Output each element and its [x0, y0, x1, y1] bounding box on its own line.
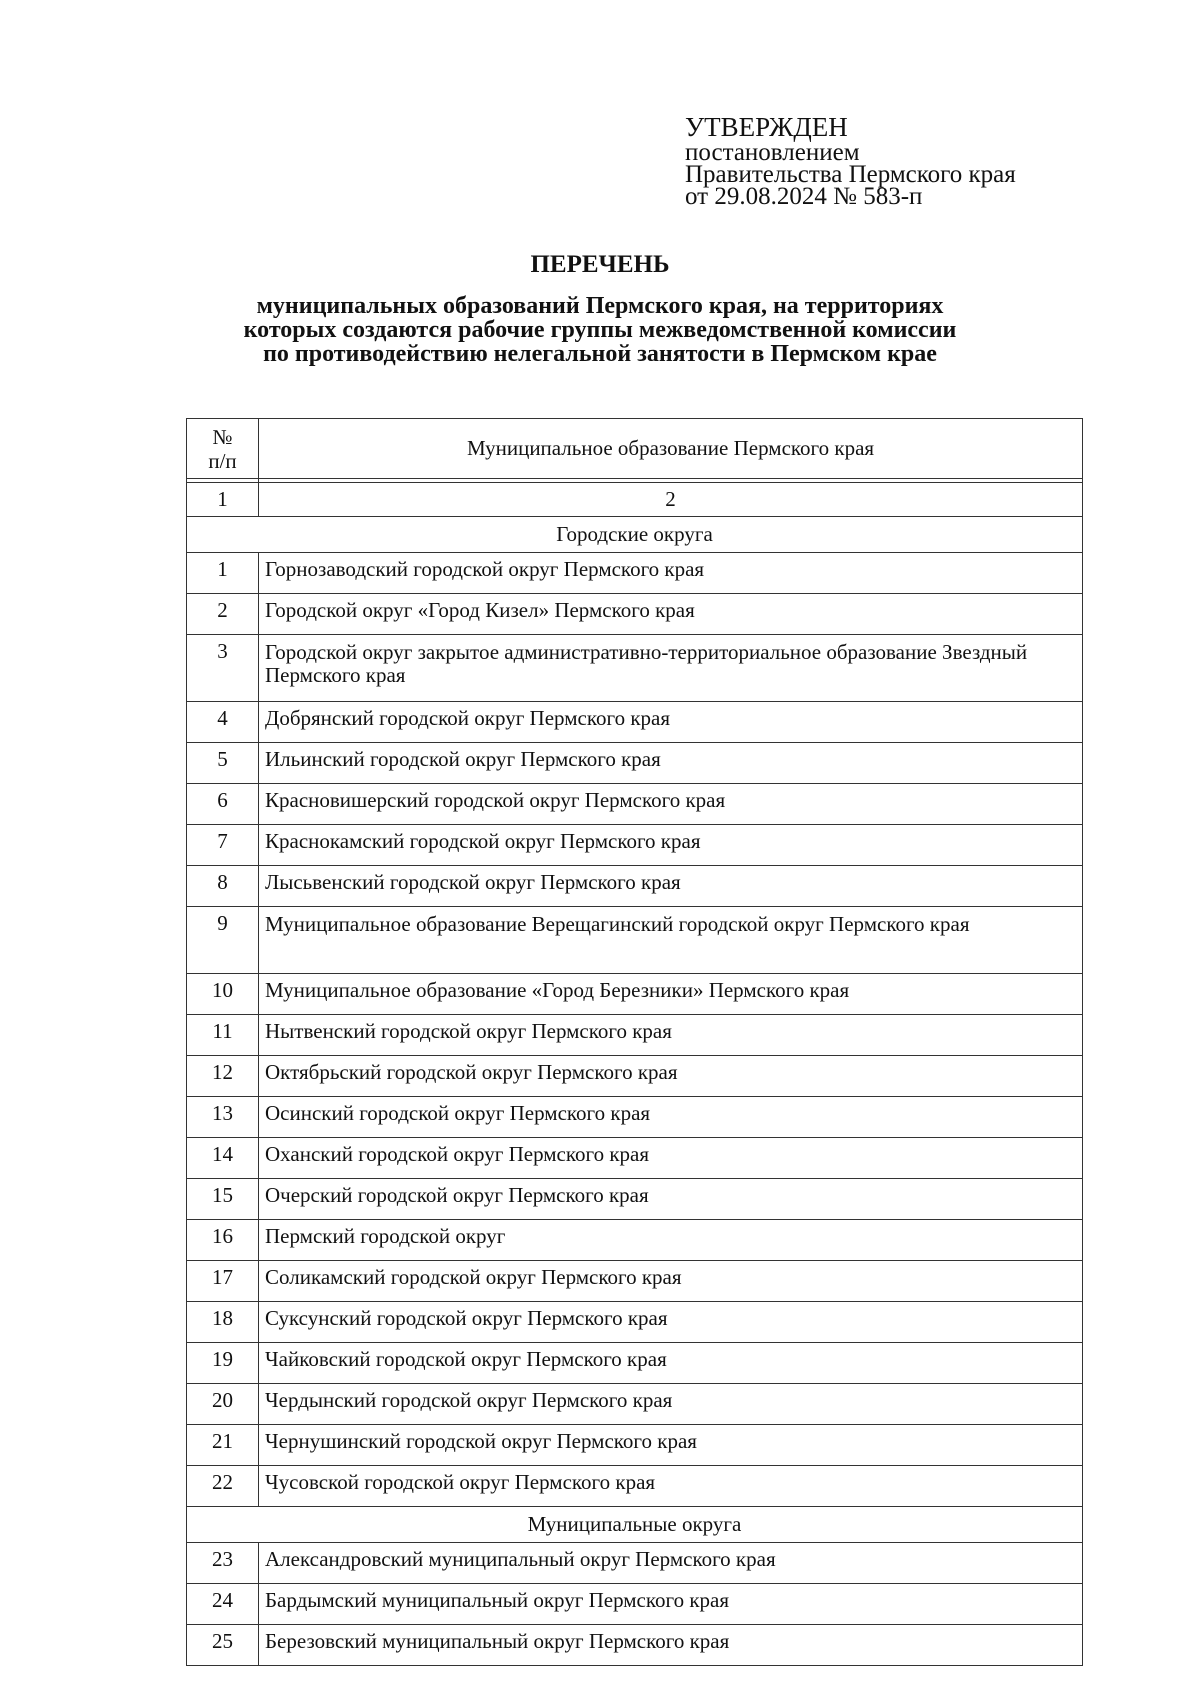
header-name-cell: Муниципальное образование Пермского края [259, 419, 1083, 479]
row-number: 13 [187, 1097, 259, 1138]
approval-line-resolution: постановлением [685, 139, 860, 166]
table-row [187, 1584, 1083, 1625]
table-row [187, 743, 1083, 784]
row-number: 11 [187, 1015, 259, 1056]
row-number: 8 [187, 866, 259, 907]
row-municipality-name: Муниципальное образование Верещагинский городской округ Пермского края [259, 907, 1083, 974]
row-municipality-name: Александровский муниципальный округ Пермского края [259, 1543, 1083, 1584]
table-row [187, 702, 1083, 743]
approval-line-date-number: от 29.08.2024 № 583-п [685, 183, 923, 210]
column-index-1: 1 [187, 483, 259, 517]
row-municipality-name: Чердынский городской округ Пермского края [259, 1384, 1083, 1425]
table-row [187, 784, 1083, 825]
table-row [187, 1179, 1083, 1220]
approval-title: УТВЕРЖДЕН [685, 112, 848, 142]
row-number: 20 [187, 1384, 259, 1425]
row-municipality-name: Красновишерский городской округ Пермского края [259, 784, 1083, 825]
table-row [187, 1384, 1083, 1425]
table-row [187, 907, 1083, 974]
table-header-row [187, 419, 1083, 479]
municipalities-table [186, 418, 1083, 1666]
table-row [187, 974, 1083, 1015]
row-number: 9 [187, 907, 259, 974]
row-number: 12 [187, 1056, 259, 1097]
table-row [187, 1425, 1083, 1466]
section-title-municipal: Муниципальные округа [187, 1507, 1083, 1543]
column-index-row [187, 483, 1083, 517]
header-number-cell [187, 419, 259, 479]
document-heading [0, 250, 1200, 366]
row-municipality-name: Нытвенский городской округ Пермского края [259, 1015, 1083, 1056]
row-municipality-name: Пермский городской округ [259, 1220, 1083, 1261]
row-number: 3 [187, 635, 259, 702]
row-municipality-name: Чернушинский городской округ Пермского края [259, 1425, 1083, 1466]
section-row-municipal [187, 1507, 1083, 1543]
row-number: 7 [187, 825, 259, 866]
row-number: 17 [187, 1261, 259, 1302]
table-row [187, 1220, 1083, 1261]
row-number: 4 [187, 702, 259, 743]
approval-line-government: Правительства Пермского края [685, 161, 1016, 188]
row-municipality-name: Суксунский городской округ Пермского края [259, 1302, 1083, 1343]
row-municipality-name: Лысьвенский городской округ Пермского края [259, 866, 1083, 907]
row-number: 21 [187, 1425, 259, 1466]
row-municipality-name: Оханский городской округ Пермского края [259, 1138, 1083, 1179]
header-number-symbol: № [212, 424, 233, 449]
row-municipality-name: Бардымский муниципальный округ Пермского края [259, 1584, 1083, 1625]
header-number-abbr: п/п [208, 448, 237, 473]
table-row [187, 1302, 1083, 1343]
table-row [187, 1015, 1083, 1056]
row-municipality-name: Муниципальное образование «Город Березники» Пермского края [259, 974, 1083, 1015]
row-number: 23 [187, 1543, 259, 1584]
row-number: 2 [187, 594, 259, 635]
row-municipality-name: Осинский городской округ Пермского края [259, 1097, 1083, 1138]
table-row [187, 1138, 1083, 1179]
row-number: 25 [187, 1625, 259, 1666]
document-subtitle-line-2: которых создаются рабочие группы межведомственной комиссии [243, 317, 957, 343]
row-number: 19 [187, 1343, 259, 1384]
row-municipality-name: Очерский городской округ Пермского края [259, 1179, 1083, 1220]
row-municipality-name: Березовский муниципальный округ Пермского края [259, 1625, 1083, 1666]
row-number: 22 [187, 1466, 259, 1507]
table-row [187, 553, 1083, 594]
table-row [187, 594, 1083, 635]
row-municipality-name: Краснокамский городской округ Пермского края [259, 825, 1083, 866]
table-row [187, 825, 1083, 866]
table-row [187, 866, 1083, 907]
document-subtitle-line-1: муниципальных образований Пермского края, на территориях [256, 293, 944, 319]
row-number: 5 [187, 743, 259, 784]
row-municipality-name: Городской округ закрытое административно-территориальное образование Звездный Пермского края [259, 635, 1083, 702]
table-row [187, 635, 1083, 702]
row-municipality-name: Горнозаводский городской округ Пермского края [259, 553, 1083, 594]
row-municipality-name: Ильинский городской округ Пермского края [259, 743, 1083, 784]
row-number: 16 [187, 1220, 259, 1261]
column-index-2: 2 [259, 483, 1083, 517]
row-number: 24 [187, 1584, 259, 1625]
table-row [187, 1097, 1083, 1138]
row-number: 14 [187, 1138, 259, 1179]
row-number: 10 [187, 974, 259, 1015]
table-row [187, 1056, 1083, 1097]
row-municipality-name: Октябрьский городской округ Пермского края [259, 1056, 1083, 1097]
document-subtitle-line-3: по противодействию нелегальной занятости в Пермском крае [263, 341, 937, 367]
row-municipality-name: Чайковский городской округ Пермского края [259, 1343, 1083, 1384]
table-row [187, 1466, 1083, 1507]
table-row [187, 1625, 1083, 1666]
row-number: 6 [187, 784, 259, 825]
row-municipality-name: Городской округ «Город Кизел» Пермского края [259, 594, 1083, 635]
table-row [187, 1343, 1083, 1384]
row-municipality-name: Соликамский городской округ Пермского края [259, 1261, 1083, 1302]
document-title: ПЕРЕЧЕНЬ [530, 251, 670, 278]
row-number: 15 [187, 1179, 259, 1220]
table-row [187, 1543, 1083, 1584]
row-municipality-name: Добрянский городской округ Пермского края [259, 702, 1083, 743]
section-row-city [187, 517, 1083, 553]
approval-stamp [685, 113, 1105, 208]
table-row [187, 1261, 1083, 1302]
row-number: 1 [187, 553, 259, 594]
section-title-city: Городские округа [187, 517, 1083, 553]
row-number: 18 [187, 1302, 259, 1343]
row-municipality-name: Чусовской городской округ Пермского края [259, 1466, 1083, 1507]
